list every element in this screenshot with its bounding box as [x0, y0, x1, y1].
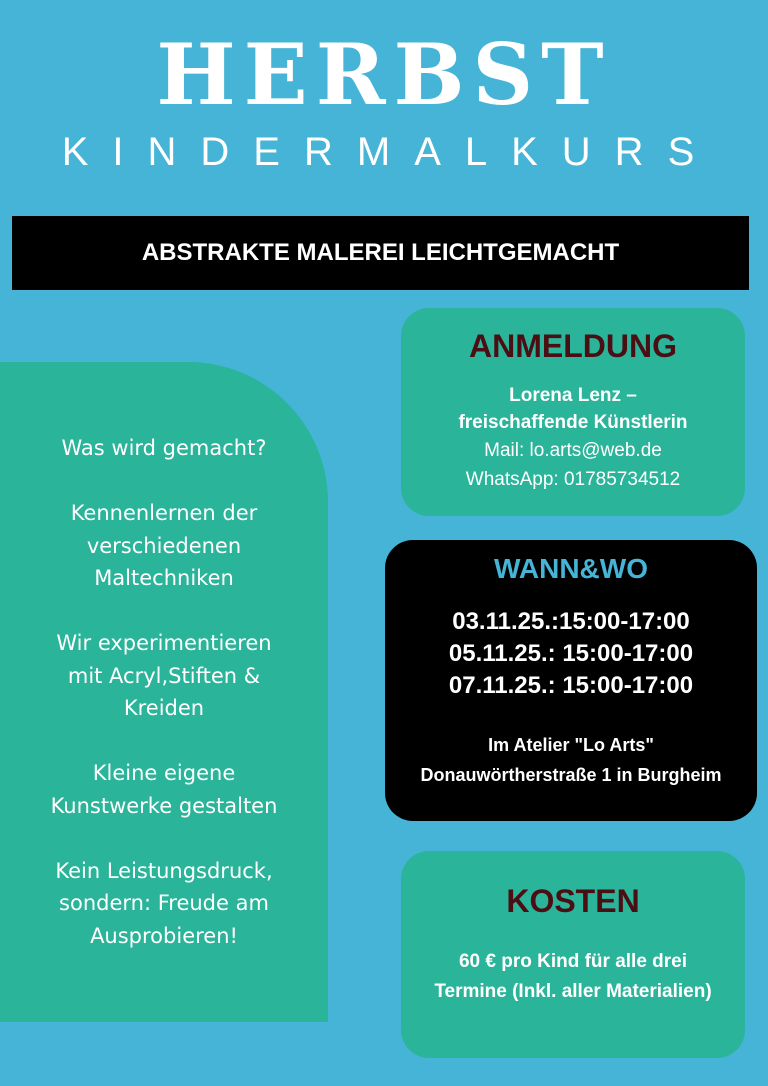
info-paragraph: Kennenlernen der verschiedenen Maltechniken: [70, 501, 258, 590]
price-text: Termine (Inkl. aller Materialien): [434, 981, 712, 1002]
contact-mail: Mail: lo.arts@web.de: [484, 440, 662, 461]
info-paragraph: Kleine eigene Kunstwerke gestalten: [50, 761, 278, 818]
kosten-heading: KOSTEN: [506, 883, 640, 919]
info-paragraph: Was wird gemacht?: [61, 436, 267, 460]
wann-wo-card: [385, 540, 757, 821]
date-entry: 07.11.25.: 15:00-17:00: [448, 672, 694, 699]
contact-role: freischaffende Künstlerin: [458, 412, 688, 433]
banner: [12, 216, 749, 290]
anmeldung-card: [401, 308, 745, 516]
info-paragraph: Wir experimentieren mit Acryl,Stiften & Kreiden: [56, 631, 272, 720]
info-paragraph: Kein Leistungsdruck, sondern: Freude am Ausprobieren!: [55, 858, 273, 948]
page-title: HERBST: [156, 25, 612, 124]
page-subtitle: KINDERMALKURS: [61, 130, 719, 174]
price-text: 60 € pro Kind für alle drei: [458, 951, 688, 972]
date-entry: 05.11.25.: 15:00-17:00: [448, 640, 694, 667]
wann-wo-heading: WANN&WO: [494, 553, 648, 584]
date-entry: 03.11.25.:15:00-17:00: [452, 608, 690, 635]
venue-name: Im Atelier "Lo Arts": [488, 735, 654, 755]
contact-whatsapp: WhatsApp: 01785734512: [465, 469, 681, 490]
kosten-card: [401, 851, 745, 1058]
anmeldung-heading: ANMELDUNG: [469, 328, 677, 364]
banner-text: ABSTRAKTE MALEREI LEICHTGEMACHT: [141, 239, 620, 266]
info-panel: [0, 362, 328, 1022]
venue-address: Donauwörtherstraße 1 in Burgheim: [420, 765, 722, 785]
contact-name: Lorena Lenz –: [509, 385, 637, 406]
